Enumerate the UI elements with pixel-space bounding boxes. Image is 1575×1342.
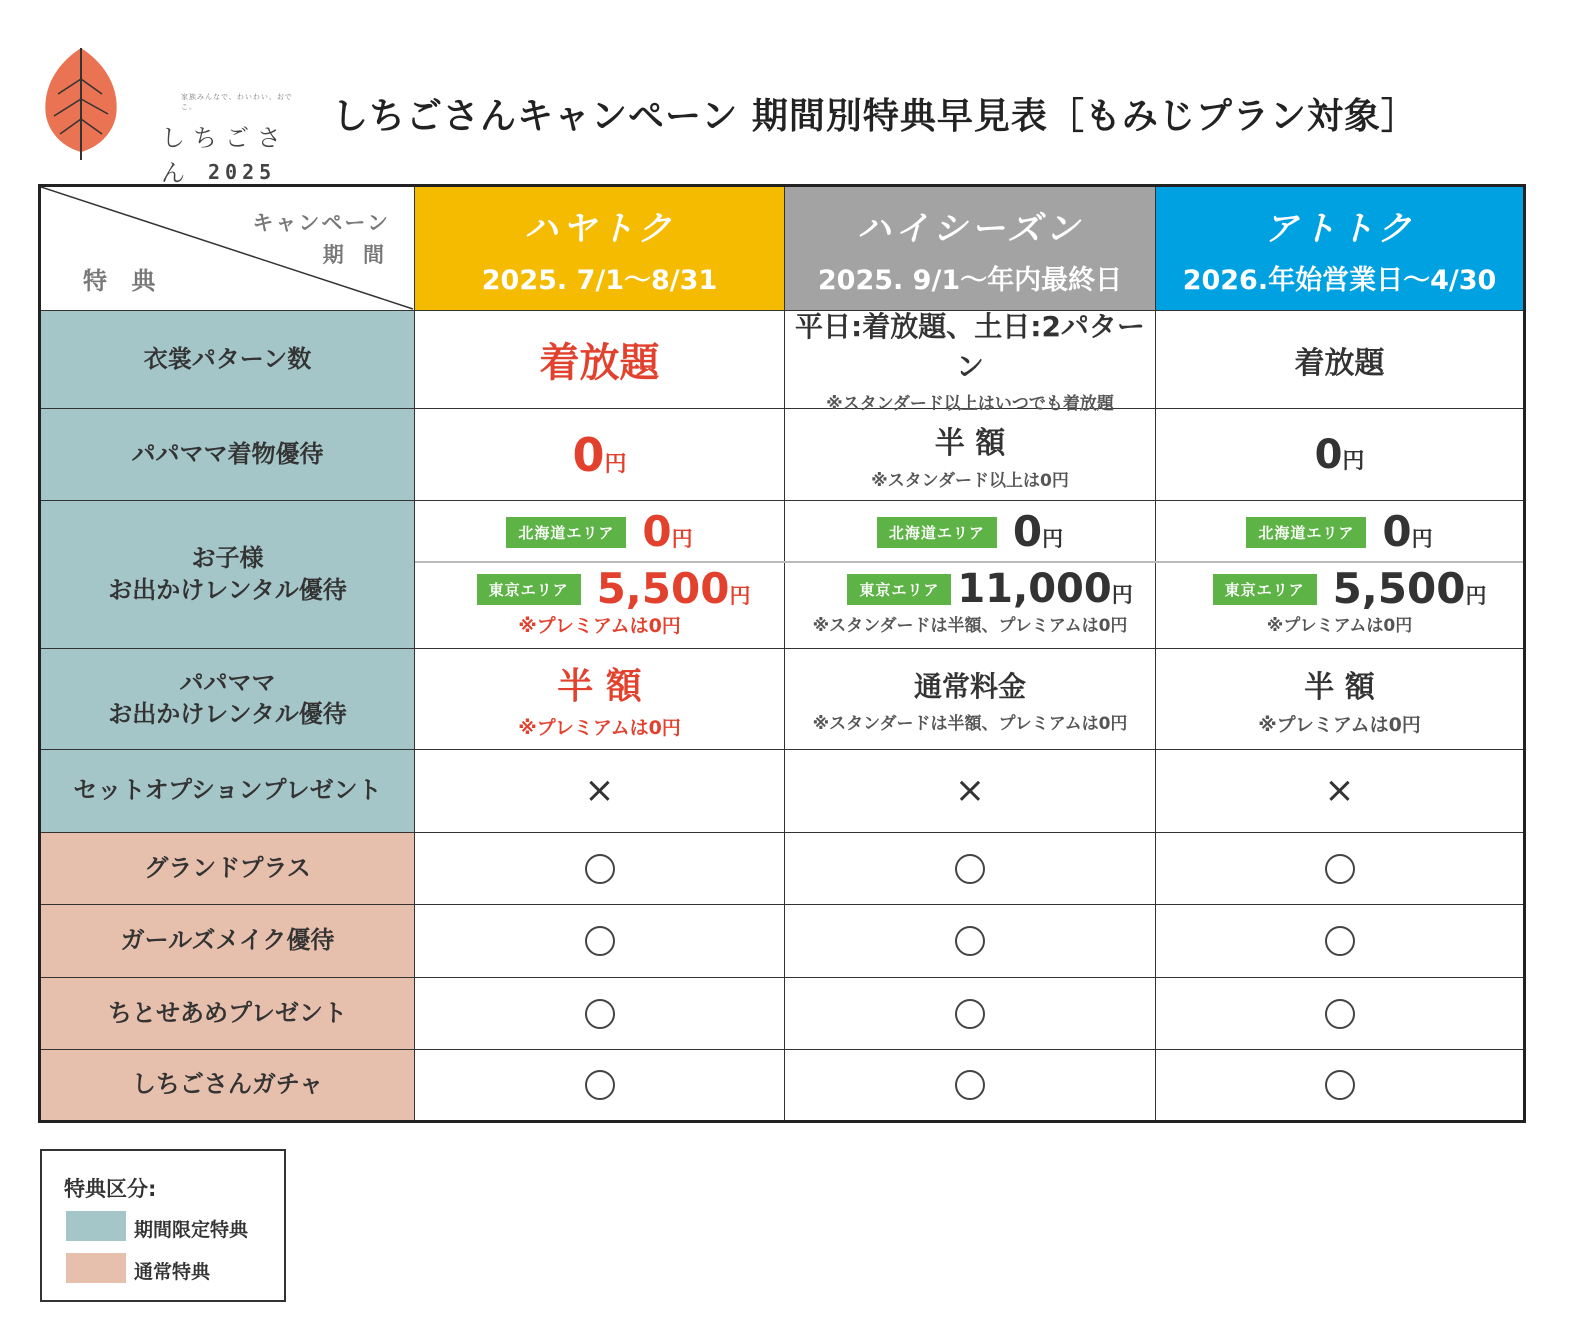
cell-kids-rental-atotoku	[1156, 501, 1523, 649]
value-text: 平日:着放題、土日:2パターン	[795, 310, 1145, 383]
column-period: 2025. 9/1～年内最終日	[817, 264, 1123, 296]
amount: 0	[1012, 507, 1043, 556]
maple-leaf-icon	[36, 44, 126, 162]
cell-grand-plus-high-season	[785, 833, 1156, 905]
cell-kimono-atotoku	[1156, 409, 1523, 501]
area-divider	[785, 561, 1156, 563]
circle-mark-icon	[585, 854, 615, 884]
tokyo-area-badge: 東京エリア	[847, 574, 951, 605]
row-label-line1: お子様	[191, 544, 264, 573]
row-label-line1: パパママ	[179, 668, 276, 697]
value-text: 通常料金	[913, 669, 1026, 703]
logo-tagline: 家族みんなで、わいわい、おでこ。	[181, 93, 293, 111]
yen-unit: 円	[1465, 584, 1487, 608]
area-divider	[415, 561, 785, 563]
brand-logo	[36, 44, 296, 187]
legend-swatch-limited	[66, 1211, 126, 1241]
row-label-line2: お出かけレンタル優待	[108, 700, 347, 728]
row-label-text: 衣裳パターン数	[143, 344, 312, 373]
amount: 5,500	[1332, 564, 1466, 613]
circle-mark-icon	[1325, 1070, 1355, 1100]
row-label-text: パパママ着物優待	[131, 439, 324, 468]
cell-girls-makeup-high-season	[785, 905, 1156, 978]
row-label-gacha	[41, 1050, 415, 1120]
cross-mark-icon: ×	[954, 770, 986, 811]
row-label-line2: お出かけレンタル優待	[108, 575, 347, 604]
circle-mark-icon	[955, 1070, 985, 1100]
column-name: ハヤトク	[523, 208, 676, 249]
row-label-parent-kimono	[41, 409, 415, 501]
hokkaido-area-badge: 北海道エリア	[506, 517, 626, 548]
column-header-atotoku	[1156, 187, 1523, 311]
corner-period-label: 期 間	[322, 243, 390, 267]
tokyo-area-badge: 東京エリア	[1213, 574, 1317, 605]
area-divider	[1156, 561, 1523, 563]
value-note: ※プレミアムは0円	[518, 615, 681, 637]
cell-gacha-hayatoku	[415, 1050, 785, 1120]
hokkaido-area-badge: 北海道エリア	[1246, 517, 1366, 548]
legend-swatch-regular	[66, 1253, 126, 1283]
value-text: 半 額	[1304, 669, 1375, 705]
value-note: ※スタンダードは半額、プレミアムは0円	[812, 713, 1128, 734]
column-name: アトトク	[1263, 208, 1416, 249]
circle-mark-icon	[585, 1070, 615, 1100]
amount: 0	[572, 427, 605, 482]
row-label-set-option	[41, 750, 415, 833]
cell-set-option-atotoku	[1156, 750, 1523, 833]
row-label-kids-rental	[41, 501, 415, 649]
value-note: ※プレミアムは0円	[518, 717, 681, 739]
cell-costume-hayatoku	[415, 311, 785, 409]
circle-mark-icon	[1325, 854, 1355, 884]
value-text: 半 額	[557, 666, 642, 707]
value-note: ※スタンダードは半額、プレミアムは0円	[812, 616, 1128, 636]
row-label-text: グランドプラス	[144, 853, 311, 882]
value-text: 着放題	[1294, 345, 1385, 381]
cell-kimono-high-season	[785, 409, 1156, 501]
row-label-parent-rental	[41, 649, 415, 750]
page-title: しちごさんキャンペーン 期間別特典早見表［もみじプラン対象］	[332, 96, 1418, 137]
circle-mark-icon	[585, 926, 615, 956]
cell-set-option-hayatoku	[415, 750, 785, 833]
amount: 11,000	[957, 566, 1112, 612]
cell-costume-atotoku	[1156, 311, 1523, 409]
cell-parent-rental-high-season	[785, 649, 1156, 750]
yen-unit: 円	[1111, 583, 1133, 607]
cell-chitose-atotoku	[1156, 978, 1523, 1050]
cell-parent-rental-hayatoku	[415, 649, 785, 750]
row-label-costume	[41, 311, 415, 409]
yen-unit: 円	[671, 527, 693, 551]
yen-unit: 円	[729, 584, 751, 608]
circle-mark-icon	[1325, 999, 1355, 1029]
cell-kids-rental-hayatoku	[415, 501, 785, 649]
yen-unit: 円	[1342, 448, 1365, 474]
row-label-text: ちとせあめプレゼント	[107, 998, 348, 1027]
legend-box	[40, 1149, 286, 1302]
circle-mark-icon	[955, 854, 985, 884]
row-label-girls-makeup	[41, 905, 415, 978]
tokyo-area-badge: 東京エリア	[477, 574, 581, 605]
circle-mark-icon	[1325, 926, 1355, 956]
logo-name: しちごさん	[161, 124, 289, 187]
circle-mark-icon	[585, 999, 615, 1029]
yen-unit: 円	[1411, 527, 1433, 551]
cell-chitose-hayatoku	[415, 978, 785, 1050]
amount: 5,500	[596, 564, 730, 613]
value-text: 半 額	[934, 426, 1006, 461]
row-label-chitose-ame	[41, 978, 415, 1050]
legend-label-regular: 通常特典	[134, 1261, 211, 1283]
value-note: ※プレミアムは0円	[1266, 616, 1413, 636]
hokkaido-area-badge: 北海道エリア	[877, 517, 997, 548]
value-note: ※プレミアムは0円	[1258, 713, 1421, 736]
benefit-table	[38, 184, 1526, 1123]
row-label-text: しちごさんガチャ	[131, 1070, 324, 1099]
cell-kids-rental-high-season	[785, 501, 1156, 649]
yen-unit: 円	[604, 451, 627, 477]
cell-girls-makeup-hayatoku	[415, 905, 785, 978]
yen-unit: 円	[1042, 527, 1064, 551]
corner-header-cell	[41, 187, 415, 311]
corner-campaign-label: キャンペーン	[252, 211, 390, 235]
amount: 0	[642, 507, 672, 556]
cell-grand-plus-hayatoku	[415, 833, 785, 905]
value-note: ※スタンダード以上はいつでも着放題	[826, 394, 1114, 414]
logo-year: 2025	[208, 160, 277, 184]
row-label-text: ガールズメイク優待	[120, 926, 335, 955]
column-name: ハイシーズン	[856, 208, 1084, 249]
cell-chitose-high-season	[785, 978, 1156, 1050]
cell-costume-high-season	[785, 310, 1156, 414]
circle-mark-icon	[955, 926, 985, 956]
cell-girls-makeup-atotoku	[1156, 905, 1523, 978]
legend-label-limited: 期間限定特典	[134, 1219, 249, 1241]
column-header-high-season	[785, 187, 1156, 311]
cell-set-option-high-season	[785, 750, 1156, 833]
cell-gacha-high-season	[785, 1050, 1156, 1120]
cell-kimono-hayatoku	[415, 409, 785, 501]
value-text: 着放題	[539, 340, 660, 386]
row-label-grand-plus	[41, 833, 415, 905]
cell-gacha-atotoku	[1156, 1050, 1523, 1120]
legend-title: 特典区分:	[64, 1177, 157, 1201]
column-header-hayatoku	[415, 187, 785, 311]
row-label-text: セットオプションプレゼント	[73, 776, 382, 805]
cross-mark-icon: ×	[584, 770, 615, 811]
cross-mark-icon: ×	[1324, 770, 1355, 811]
amount: 0	[1382, 507, 1412, 556]
circle-mark-icon	[955, 999, 985, 1029]
corner-benefit-label: 特 典	[83, 267, 164, 295]
column-period: 2026.年始営業日～4/30	[1182, 264, 1497, 296]
amount: 0	[1314, 431, 1343, 478]
value-note: ※スタンダード以上は0円	[871, 471, 1069, 491]
cell-grand-plus-atotoku	[1156, 833, 1523, 905]
column-period: 2025. 7/1～8/31	[481, 264, 718, 296]
cell-parent-rental-atotoku	[1156, 649, 1523, 750]
